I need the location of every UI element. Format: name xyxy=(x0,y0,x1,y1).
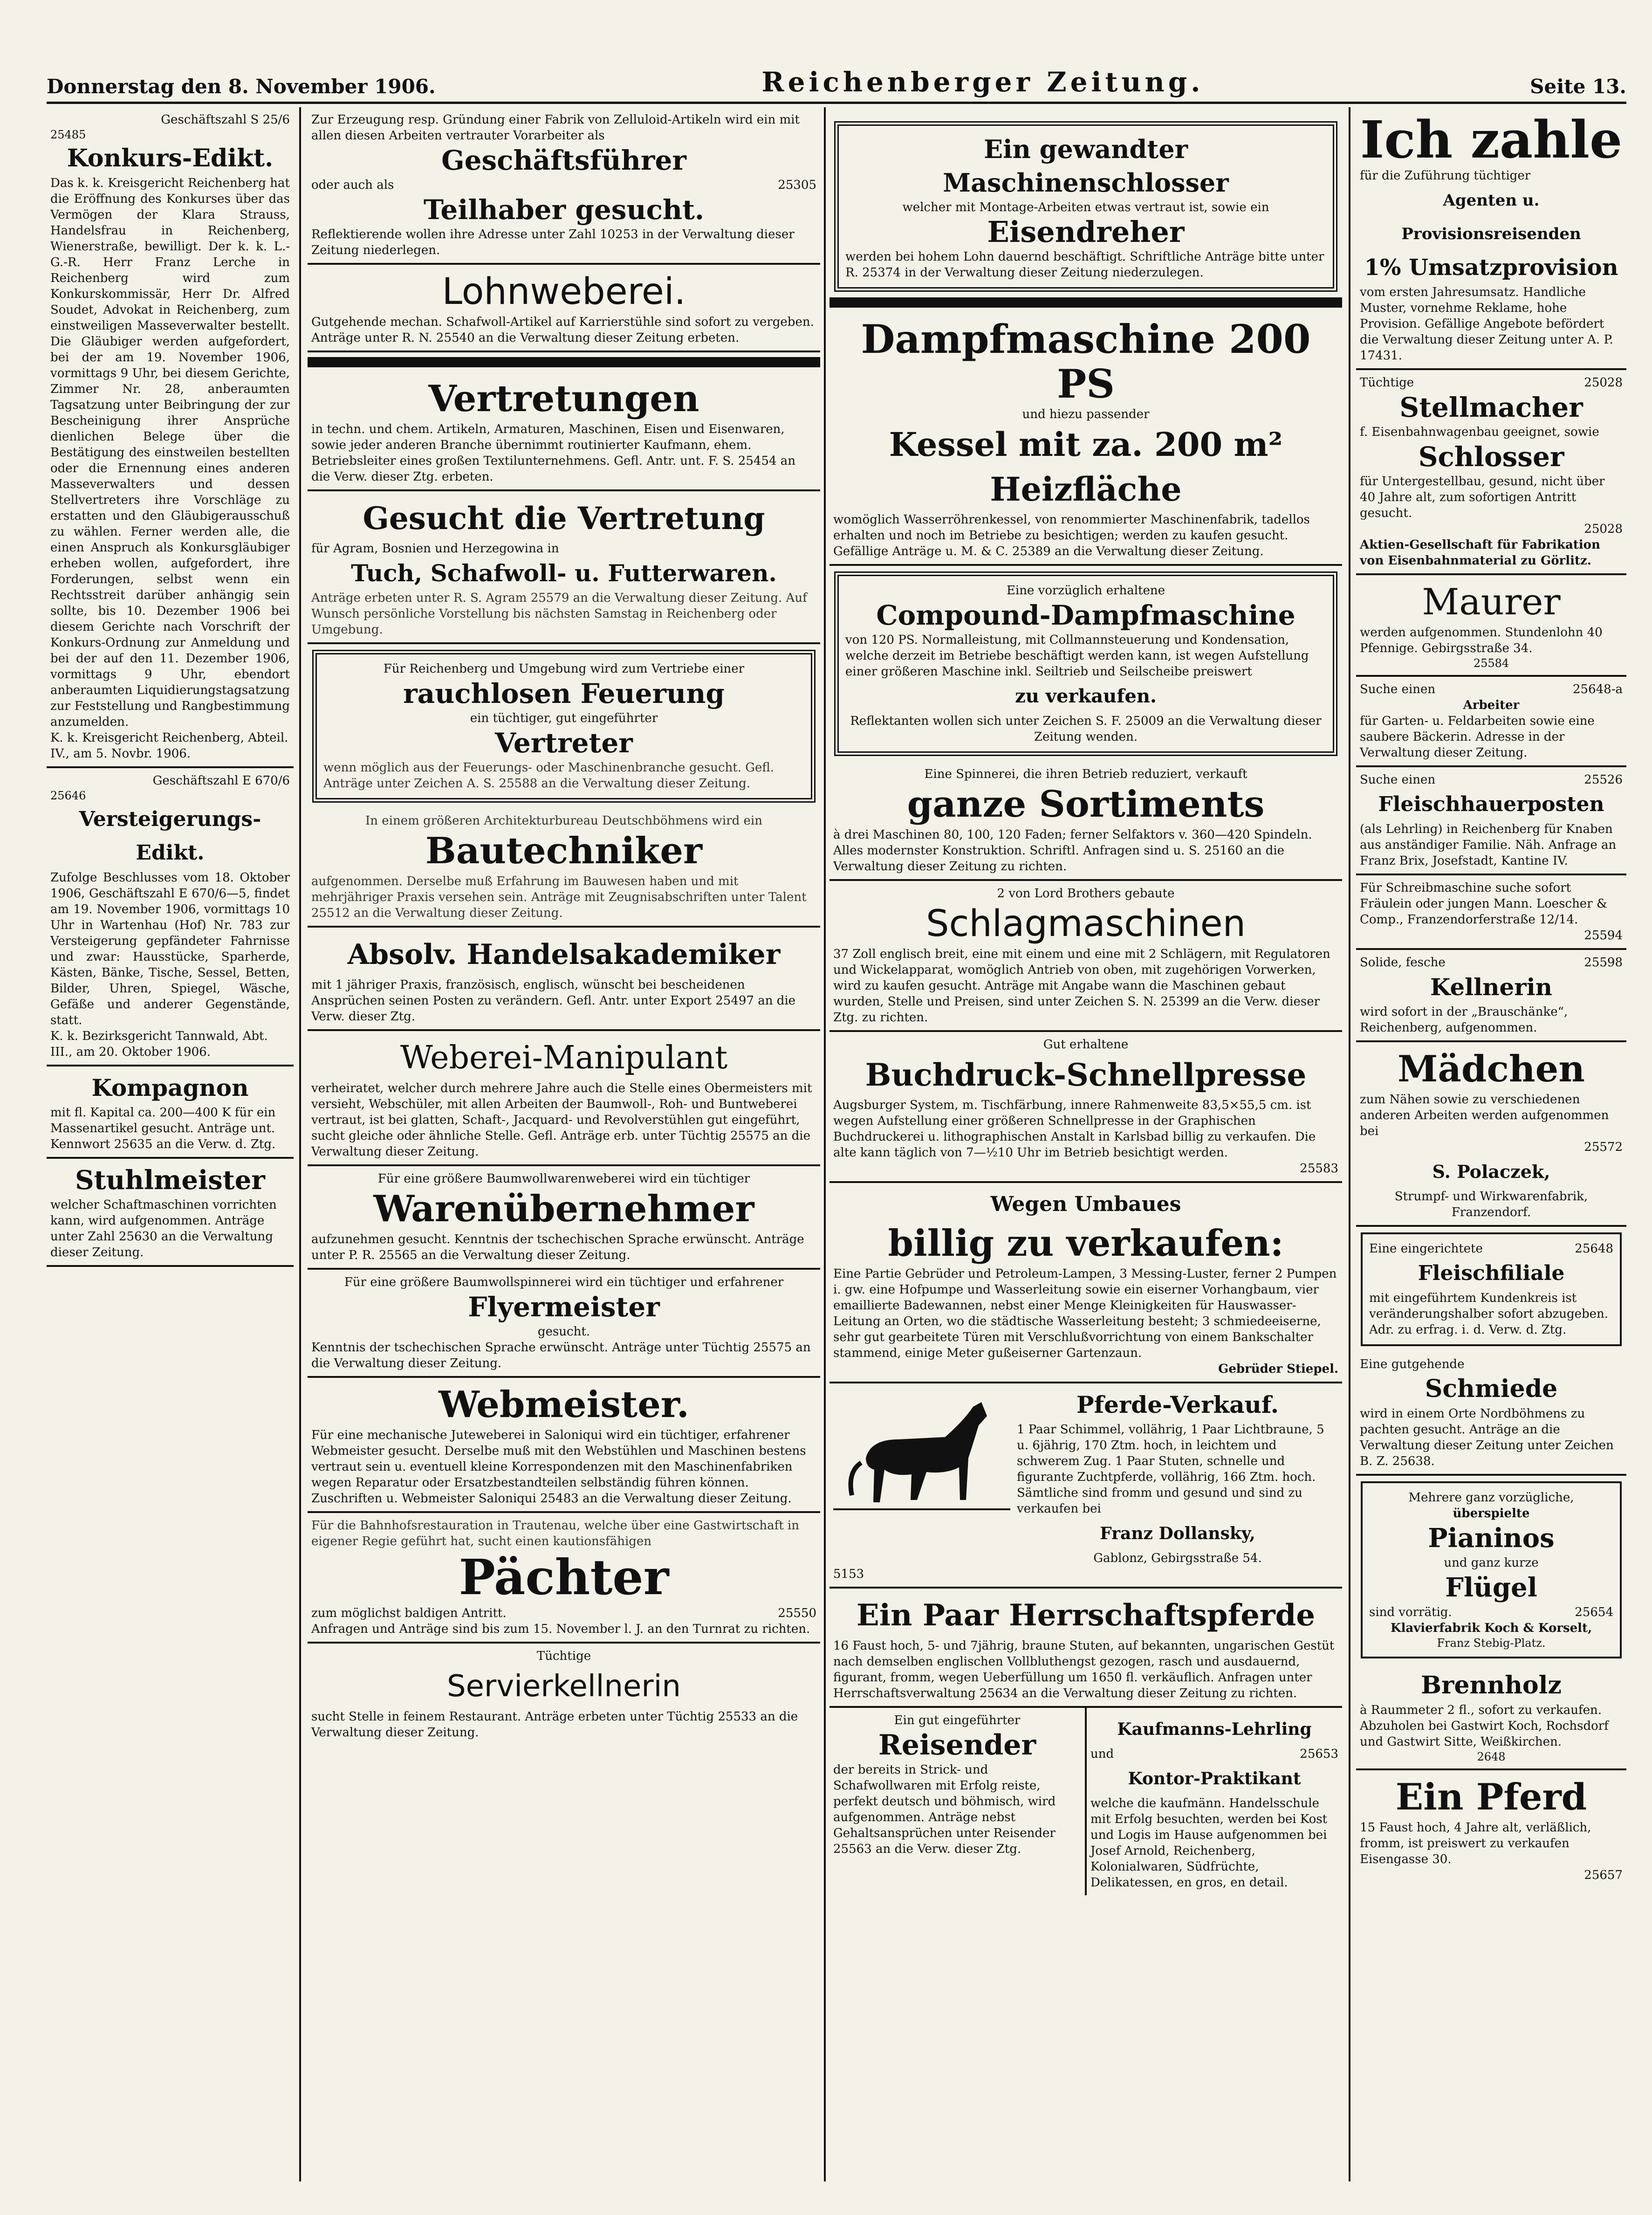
ad-title: Versteigerungs-Edikt. xyxy=(79,807,261,865)
ad-body: verheiratet, welcher durch mehrere Jahre auch die Stelle eines Obermeisters mit versieht, Webschüler, mit allen Arbeiten der Baumwoll-, Roh- und Buntweberei vertraut, ist bei glatten, Schaft-, Jacquard- und Revolverstühlen gut eingeführt, sucht gleiche oder ähnliche Stelle. Gefl. Anträge erb. unter Tüchtig 25575 an die Verwaltung dieser Zeitung. xyxy=(311,1081,812,1159)
ad-body: zum Nähen sowie zu verschiedenen anderen Arbeiten werden aufgenommen bei xyxy=(1360,1093,1609,1138)
ad-sub: und ganz kurze xyxy=(1444,1556,1539,1570)
ad-number: 25654 xyxy=(1575,1605,1613,1619)
ad-schnellpresse xyxy=(829,1032,1342,1183)
ad-title: Pferde-Verkauf. xyxy=(1076,1391,1279,1418)
ad-wegen-umbaues xyxy=(829,1183,1342,1383)
ad-title: Kompagnon xyxy=(91,1074,249,1101)
ad-intro: Suche einen xyxy=(1360,682,1436,696)
ad-body: 16 Faust hoch, 5- und 7jährig, braune Stuten, auf bekannten, ungarischen Gestüt nach demselben englischen Vollbluthengst gezogen, rasch und ausdauernd, figurant, fromm, wegen Ueberfüllung um 1650 fl. verkäuflich. Anfragen unter Herrschaftsverwaltung 25634 an die Verwaltung dieser Zeitung zu richten. xyxy=(833,1639,1335,1700)
ad-title: Konkurs-Edikt. xyxy=(67,144,274,172)
ad-signature: Aktien-Gesellschaft für Fabrikation von Eisenbahnmaterial zu Görlitz. xyxy=(1360,538,1600,568)
ad-body: von 120 PS. Normalleistung, mit Collmannsteuerung und Kondensation, welche derzeit im Betriebe beschäftigt werden kann, ist wegen Aufstellung einer größeren Maschine inkl. Seiltrieb und Seilscheibe preiswert xyxy=(845,633,1309,679)
ad-body: vom ersten Jahresumsatz. Handliche Muster, vornehme Reklame, hohe Provision. Gefällige Angebote befördert die Verwaltung dieser Zeitung unter A. P. 17431. xyxy=(1360,285,1613,363)
ad-title: ganze Sortiments xyxy=(907,783,1265,825)
ad-gesucht-vertretung xyxy=(308,491,820,644)
ad-body: Zufolge Beschlusses vom 18. Oktober 1906, Geschäftszahl E 670/6—5, findet am 19. November 1906, vormittags 10 Uhr in Wartenhau (Hof) Nr. 783 zur Versteigerung gepfändeter Fahrnisse und zwar: Hausstücke, Sparherde, Kästen, Bänke, Tische, Sessel, Betten, Bilder, Uhren, Spiegel, Wäsche, Gefäße und anderer Gegenstände, statt. xyxy=(50,871,290,1027)
ad-number: 25584 xyxy=(1473,657,1509,670)
ad-schmiede xyxy=(1356,1352,1626,1476)
ad-address: Strumpf- und Wirkwarenfabrik, Franzendorf. xyxy=(1394,1190,1588,1219)
ad-sub: Arbeiter xyxy=(1463,698,1520,712)
ad-intro: 2 von Lord Brothers gebaute xyxy=(997,887,1175,901)
ad-body: wenn möglich aus der Feuerungs- oder Maschinenbranche gesucht. Gefl. Anträge unter Zeichen A. S. 25588 an die Verwaltung dieser Zeitung. xyxy=(323,761,775,791)
ad-warenuebernehmer xyxy=(308,1166,820,1270)
ad-title: Brennholz xyxy=(1421,1671,1562,1699)
ad-sub: ein tüchtiger, gut eingeführter xyxy=(470,711,658,725)
ad-title: Absolv. Handelsakademiker xyxy=(347,938,781,971)
ad-title: Geschäftsführer xyxy=(441,144,686,176)
ad-title: zu verkaufen. xyxy=(1015,685,1157,707)
ad-lohnweberei xyxy=(308,265,820,352)
column-4 xyxy=(1356,107,1626,2181)
ad-title: Schlagmaschinen xyxy=(925,903,1246,945)
ad-number: 25594 xyxy=(1584,929,1623,942)
ad-number: 25550 xyxy=(778,1606,816,1620)
ad-sub: gesucht. xyxy=(537,1325,590,1339)
ad-signature: Franz Dollansky, xyxy=(1100,1524,1255,1543)
ad-number: 25598 xyxy=(1584,956,1623,970)
ad-body: womöglich Wasserröhrenkessel, von renommierter Maschinenfabrik, tadellos erhalten und noch im Betriebe zu besichtigen; werden zu kaufen gesucht. Gefällige Anträge u. M. & C. 25389 an die Verwaltung dieser Zeitung. xyxy=(833,513,1310,558)
ad-maurer xyxy=(1356,575,1626,677)
ad-body: welcher Schaftmaschinen vorrichten kann, wird aufgenommen. Anträge unter Zahl 25630 an die Verwaltung dieser Zeitung. xyxy=(50,1198,277,1259)
divider-bar xyxy=(308,357,820,367)
ad-title: rauchlosen Feuerung xyxy=(403,678,725,709)
ad-intro: Für eine größere Baumwollwarenweberei wird ein tüchtiger xyxy=(377,1172,750,1186)
ad-number: 25657 xyxy=(1584,1868,1623,1882)
ad-body: 1 Paar Schimmel, vollährig, 1 Paar Lichtbraune, 5 u. 6jährig, 170 Ztm. hoch, in leichtem und schwerem Zug. 1 Paar Stuten, schnelle und figurante Zuchtpferde, vollährig, 166 Ztm. hoch. Sämtliche sind fromm und gesund und sind zu verkaufen bei xyxy=(1017,1423,1324,1516)
ad-number: 2648 xyxy=(1477,1750,1506,1763)
ad-body: zum möglichst baldigen Antritt. xyxy=(311,1606,507,1620)
ad-title: Teilhaber gesucht. xyxy=(423,194,705,226)
ad-title: Flyermeister xyxy=(468,1291,660,1323)
ad-fleischfiliale xyxy=(1361,1232,1622,1346)
ad-title: Flügel xyxy=(1445,1572,1537,1603)
ad-sub: welcher mit Montage-Arbeiten etwas vertraut ist, sowie ein xyxy=(902,200,1269,214)
ad-title: Fleischhauerposten xyxy=(1378,792,1604,816)
ad-number: 25572 xyxy=(1584,1140,1623,1154)
ad-intro: Für Reichenberg und Umgebung wird zum Vertriebe einer xyxy=(383,662,745,676)
ad-body: Kenntnis der tschechischen Sprache erwünscht. Anträge unter Tüchtig 25575 an die Verwaltung dieser Zeitung. xyxy=(311,1341,811,1370)
ad-title: Servierkellnerin xyxy=(447,1669,681,1704)
ad-maedchen xyxy=(1356,1042,1626,1227)
ad-body: 15 Faust hoch, 4 Jahre alt, verläßlich, fromm, ist preiswert zu verkaufen Eisengasse 30. xyxy=(1360,1821,1591,1866)
ad-intro: Gut erhaltene xyxy=(1043,1038,1129,1052)
ad-title: Vertretungen xyxy=(428,378,699,420)
ad-title: Eisendreher xyxy=(987,215,1185,249)
ad-title: Kessel mit za. 200 m² Heizfläche xyxy=(889,425,1283,509)
ad-body: 37 Zoll englisch breit, eine mit einem und eine mit 2 Schlägern, mit Regulatoren und Wickelapparat, womöglich Antrieb von oben, mit zugehörigen Vorwerken, wird zu kaufen gesucht. Anträge mit Angabe wann die Maschinen gebaut wurden, Stelle und Preisen, sind unter Zeichen S. N. 25399 an die Verw. dieser Ztg. zu richten. xyxy=(833,947,1330,1025)
ad-konkurs-edikt xyxy=(47,107,294,768)
ad-body: sind vorrätig. xyxy=(1369,1605,1452,1619)
ad-title: Agenten u. Provisionsreisenden xyxy=(1401,191,1581,243)
ad-title: Weberei-Manipulant xyxy=(400,1039,728,1076)
ad-number: 25583 xyxy=(1300,1162,1338,1176)
ad-body: mit eingeführtem Kundenkreis ist veränderungshalber sofort abzugeben. Adr. zu erfrag. i. d. Verw. d. Ztg. xyxy=(1369,1291,1609,1337)
ad-title: Maurer xyxy=(1422,581,1561,623)
header-date: Donnerstag den 8. November 1906. xyxy=(47,75,436,98)
ad-body: sucht Stelle in feinem Restaurant. Anträge erbeten unter Tüchtig 25533 an die Verwaltung dieser Zeitung. xyxy=(311,1710,798,1740)
ad-fleischhauerposten xyxy=(1356,767,1626,875)
ad-maschinenschlosser xyxy=(834,121,1337,292)
ad-title: Kellnerin xyxy=(1430,973,1552,1001)
ad-kompagnon xyxy=(47,1066,294,1159)
ad-handelsakademiker xyxy=(308,928,820,1031)
ad-body: Für eine mechanische Juteweberei in Saloniqui wird ein tüchtiger, erfahrener Webmeister gesucht. Derselbe muß mit den Webstühlen und Maschinen bestens vertraut sein u. eventuell kleine Korrespondenzen mit den Maschinenfabriken wegen Reparatur oder Ersatzbestandteilen selbständig führen können. Zuschriften u. Webmeister Saloniqui 25483 an die Verwaltung dieser Zeitung. xyxy=(311,1428,806,1506)
ad-address: Gablonz, Gebirgsstraße 54. xyxy=(1093,1551,1262,1565)
ad-sub: für die Zuführung tüchtiger xyxy=(1360,169,1531,183)
ad-sub: und hiezu passender xyxy=(1022,407,1150,421)
ad-text: oder auch als xyxy=(311,178,394,192)
ad-compound-dampfmaschine xyxy=(834,571,1337,756)
ad-address: Franz Stebig-Platz. xyxy=(1437,1637,1546,1650)
ad-schlagmaschinen xyxy=(829,881,1342,1032)
ad-number: 25305 xyxy=(778,178,816,192)
ad-title: Reisender xyxy=(878,1729,1036,1761)
ad-goods: Tuch, Schafwoll- u. Futterwaren. xyxy=(351,559,777,587)
ad-signature: K. k. Kreisgericht Reichenberg, Abteil. IV., am 5. Novbr. 1906. xyxy=(50,731,288,761)
ad-title: Schmiede xyxy=(1425,1375,1558,1403)
ad-geschaeftsfuehrer xyxy=(308,107,820,265)
ad-body: welche die kaufmänn. Handelsschule mit Erfolg besuchten, werden bei Kost und Logis im Hause aufgenommen bei Josef Arnold, Reichenberg, Kolonialwaren, Südfrüchte, Delikatessen, en gros, en detail. xyxy=(1090,1796,1328,1890)
ad-arbeiter xyxy=(1356,677,1626,767)
column-rule xyxy=(1349,107,1350,2181)
ad-title: Ich zahle xyxy=(1360,110,1623,170)
ad-stellmacher xyxy=(1356,370,1626,575)
header-page-number: Seite 13. xyxy=(1530,75,1626,98)
ad-title: Ein Paar Herrschaftspferde xyxy=(856,1598,1316,1633)
ad-pferde-verkauf xyxy=(829,1383,1342,1589)
ad-intro: In einem größeren Architekturbureau Deutschböhmens wird ein xyxy=(365,814,762,828)
ad-body: der bereits in Strick- und Schafwollwaren mit Erfolg reiste, perfekt deutsch und böhmisch, wird aufgenommen. Anträge nebst Gehaltsansprüchen unter Reisender 25563 an die Verw. dieser Ztg. xyxy=(833,1763,1056,1856)
ad-signature: Klavierfabrik Koch & Korselt, xyxy=(1390,1621,1592,1635)
column-rule xyxy=(824,107,826,2181)
ad-body: wird sofort in der „Brauschänke“, Reichenberg, aufgenommen. xyxy=(1360,1005,1568,1035)
ad-intro: Eine gutgehende xyxy=(1360,1357,1465,1371)
ad-body: Für Schreibmaschine suche sofort Fräulein oder jungen Mann. Loescher & Comp., Franzendorferstraße 12/14. xyxy=(1360,881,1608,927)
ad-brennholz xyxy=(1356,1664,1626,1770)
ad-webmeister xyxy=(308,1378,820,1513)
ad-title: Pianinos xyxy=(1428,1523,1555,1554)
ad-body: aufgenommen. Derselbe muß Erfahrung im Bauwesen haben und mit mehrjähriger Praxis versehen sein. Anträge mit Zeugnisabschriften unter Talent 25512 an die Verwaltung dieser Zeitung. xyxy=(311,874,807,920)
ad-herrschaftspferde xyxy=(829,1589,1342,1708)
ad-title: Stuhlmeister xyxy=(75,1165,265,1196)
ad-body: wird in einem Orte Nordböhmens zu pachten gesucht. Anträge an die Verwaltung dieser Zeitung unter Zeichen B. Z. 25638. xyxy=(1360,1407,1614,1468)
ad-body: Anfragen und Anträge sind bis zum 15. November l. J. an den Turnrat zu richten. xyxy=(311,1622,810,1636)
ad-intro: Tüchtige xyxy=(1360,376,1414,390)
ad-body: (als Lehrling) in Reichenberg für Knaben aus anständiger Familie. Näh. Anfrage an Franz Brix, Josefstadt, Kantine IV. xyxy=(1360,822,1617,868)
ad-title: Compound-Dampfmaschine xyxy=(876,599,1296,631)
ad-title: Bautechniker xyxy=(425,830,703,872)
ad-versteigerungs-edikt xyxy=(47,768,294,1066)
ad-sortiments xyxy=(829,762,1342,881)
ad-number: 25648-a xyxy=(1573,682,1623,696)
ad-body: mit 1 jähriger Praxis, französisch, englisch, wünscht bei bescheidenen Ansprüchen seinen Posten zu verändern. Gefl. Antr. unter Export 25497 an die Verw. dieser Ztg. xyxy=(311,978,796,1024)
horse-illustration xyxy=(833,1388,1010,1528)
ad-body: à Raummeter 2 fl., sofort zu verkaufen. Abzuholen bei Gastwirt Koch, Rochsdorf und Gastwirt Sitte, Weißkirchen. xyxy=(1360,1703,1609,1749)
ad-title: Stellmacher xyxy=(1399,392,1583,423)
ad-body: mit fl. Kapital ca. 200—400 K für ein Massenartikel gesucht. Anträge unt. Kennwort 25635 an die Verw. d. Ztg. xyxy=(50,1106,276,1151)
ad-pianinos xyxy=(1361,1481,1622,1658)
ad-weberei-manipulant xyxy=(308,1031,820,1166)
ad-title: Webmeister. xyxy=(439,1383,689,1426)
ad-sub: überspielte xyxy=(1453,1506,1530,1520)
ad-paechter xyxy=(308,1513,820,1644)
ad-title: Mädchen xyxy=(1398,1048,1585,1090)
header-title: Reichenberger Zeitung. xyxy=(761,66,1204,98)
ad-title: Vertreter xyxy=(495,727,633,759)
ad-intro: Eine Spinnerei, die ihren Betrieb reduziert, verkauft xyxy=(924,767,1248,781)
page-header xyxy=(47,65,1626,104)
case-number: Geschäftszahl E 670/6 xyxy=(152,774,290,788)
ad-body: aufzunehmen gesucht. Kenntnis der tschechischen Sprache erwünscht. Anträge unter P. R. 25565 an die Verwaltung dieser Zeitung. xyxy=(311,1232,804,1262)
ad-kaufmanns-lehrling xyxy=(1087,1708,1342,1895)
ad-intro: Eine eingerichtete xyxy=(1369,1242,1483,1256)
ad-schreibmaschine xyxy=(1356,875,1626,950)
ad-flyermeister xyxy=(308,1270,820,1378)
ad-body: Eine Partie Gebrüder und Petroleum-Lampen, 3 Messing-Luster, ferner 2 Pumpen i. gw. eine Hofpumpe und Wasserleitung sowie ein eiserner Vorhangbaum, vier emaillierte Badewannen, nebst einer Menge Kleinigkeiten für Hauswasser-Leitung an Orten, wo die städtische Wasserleitung besteht; 3 schmiedeeiserne, sehr gut gearbeitete Türen mit Verschlußvorrichtung von einem Bankschalter stammend, einige Meter gußeiserner Gartenzaun. xyxy=(833,1267,1337,1360)
ad-intro: Zur Erzeugung resp. Gründung einer Fabrik von Zelluloid-Artikeln wird ein mit allen diesen Arbeiten vertrauter Vorarbeiter als xyxy=(311,113,800,143)
ad-body: à drei Maschinen 80, 100, 120 Faden; ferner Selfaktors v. 360—420 Spindeln. Alles modernster Konstruktion. Schriftl. Anfragen sind u. S. 25160 an die Verwaltung dieser Zeitung zu richten. xyxy=(833,828,1312,874)
newspaper-page xyxy=(28,19,1626,2200)
ad-title: Ein Pferd xyxy=(1395,1776,1587,1818)
ad-body: Das k. k. Kreisgericht Reichenberg hat die Eröffnung des Konkurses über das Vermögen der Klara Strauss, Handelsfrau in Reichenberg, Wienerstraße, bewilligt. Der k. k. L.-G.-R. Herr Franz Lerche in Reichenberg wird zum Konkurskommissär, Herr Dr. Alfred Soudet, Advokat in Reichenberg, zum einstweiligen Masseverwalter bestellt. Die Gläubiger werden aufgefordert, bei der am 19. November 1906, vormittags 9 Uhr, bei diesem Gerichte, Zimmer Nr. 28, anberaumten Tagsatzung unter Beibringung der zur Bescheinigung ihrer Ansprüche dienlichen Belege über die Bestätigung des einstweilen bestellten oder die Ernennung eines anderen Masseverwalters und dessen Stellvertreters ihre Vorschläge zu erstatten und den Gläubigerausschuß zu wählen. Ferner werden alle, die einen Anspruch als Konkursgläubiger erheben wollen, aufgefordert, ihre Forderungen, selbst wenn ein Rechtsstreit darüber anhängig sein sollte, bis 10. Dezember 1906 bei diesem Gerichte nach Vorschrift der Konkurs-Ordnung zur Anmeldung und bei der auf den 11. Dezember 1906, vormittags 9 Uhr, ebendort anberaumten Liquidierungstagsatzung zur Feststellung und Rangbestimmung anzumelden. xyxy=(50,176,290,729)
ad-vertretungen xyxy=(308,372,820,491)
ad-number: 25485 xyxy=(50,128,86,141)
ad-title: Lohnweberei. xyxy=(442,271,686,313)
ad-signature: S. Polaczek, xyxy=(1432,1161,1550,1182)
ad-servierkellnerin xyxy=(308,1644,820,1745)
ad-body: für Garten- u. Feldarbeiten sowie eine saubere Bäckerin. Adresse in der Verwaltung dieser Zeitung. xyxy=(1360,714,1595,760)
ad-sub: f. Eisenbahnwagenbau geeignet, sowie xyxy=(1360,425,1599,439)
ad-number: 25028 xyxy=(1584,376,1623,390)
ad-intro: Mehrere ganz vorzügliche, xyxy=(1408,1491,1574,1505)
ad-body: werden aufgenommen. Stundenlohn 40 Pfennige. Gebirgsstraße 34. xyxy=(1360,626,1603,655)
ad-rauchlose-feuerung xyxy=(312,650,816,803)
ad-title: Buchdruck-Schnellpresse xyxy=(865,1057,1307,1093)
ad-body: Reflektanten wollen sich unter Zeichen S. F. 25009 an die Verwaltung dieser Zeitung wenden. xyxy=(850,714,1322,744)
ad-body: Augsburger System, m. Tischfärbung, innere Rahmenweite 83,5×55,5 cm. ist wegen Aufstellung einer größeren Schnellpresse in der Graphischen Buchdruckerei u. lithographischen Anstalt in Karlsbad billig zu verkaufen. Die alte kann täglich von 7—½10 Uhr im Betrieb besichtigt werden. xyxy=(833,1098,1316,1160)
ad-body: Anträge erbeten unter R. S. Agram 25579 an die Verwaltung dieser Zeitung. Auf Wunsch persönliche Vorstellung bis nächsten Samstag in Reichenberg oder Umgebung. xyxy=(311,591,807,637)
ad-title: Ein gewandter Maschinenschlosser xyxy=(943,134,1229,198)
ad-intro: Suche einen xyxy=(1360,773,1436,787)
ad-body: Gutgehende mechan. Schafwoll-Artikel auf Karrierstühle sind sofort zu vergeben. Anträge unter R. N. 25540 an die Verwaltung dieser Zeitung erbeten. xyxy=(311,315,814,345)
column-rule xyxy=(299,107,301,2181)
ad-signature: Gebrüder Stiepel. xyxy=(1218,1362,1338,1376)
ad-number: 25526 xyxy=(1584,773,1623,787)
ad-title: Gesucht die Vertretung xyxy=(363,500,765,537)
ad-title: Warenübernehmer xyxy=(373,1188,754,1230)
ad-body: in techn. und chem. Artikeln, Armaturen, Maschinen, Eisen und Eisenwaren, sowie jeder anderen Branche übernimmt routinierter Kaufmann, ehem. Betriebsleiter eines großen Textilunternehmens. Gefl. Antr. unt. F. S. 25454 an die Verw. dieser Ztg. erbeten. xyxy=(311,422,795,484)
ad-body: werden bei hohem Lohn dauernd beschäftigt. Schriftliche Anträge bitte unter R. 25374 in der Verwaltung dieser Zeitung niederzulegen. xyxy=(845,250,1324,280)
ad-stuhlmeister xyxy=(47,1159,294,1267)
ad-intro: Tüchtige xyxy=(536,1649,591,1663)
ad-ich-zahle xyxy=(1356,107,1626,370)
ad-number: 25646 xyxy=(50,789,86,802)
divider-bar xyxy=(829,297,1342,308)
ad-title: Pächter xyxy=(459,1548,669,1606)
ad-reisender xyxy=(829,1708,1087,1895)
ad-kellnerin xyxy=(1356,950,1626,1042)
ad-intro: Für die Bahnhofsrestauration in Trautenau, welche über eine Gastwirtschaft in eigener Regie geführt hat, sucht einen kautionsfähigen xyxy=(311,1519,799,1548)
ad-number: 25648 xyxy=(1575,1242,1613,1256)
ad-intro: Eine vorzüglich erhaltene xyxy=(1006,584,1165,598)
ad-title: Dampfmaschine 200 PS xyxy=(861,316,1311,407)
ad-title: 1% Umsatzprovision xyxy=(1364,255,1618,281)
ad-number: 25028 xyxy=(1584,522,1623,536)
column-2 xyxy=(308,107,820,2181)
ad-intro: Solide, fesche xyxy=(1360,956,1446,970)
ad-sub: für Agram, Bosnien und Herzegowina in xyxy=(311,542,559,556)
ad-body: für Untergestellbau, gesund, nicht über 40 Jahre alt, zum sofortigen Antritt gesucht. xyxy=(1360,475,1605,520)
ad-title: Kaufmanns-Lehrling xyxy=(1117,1720,1312,1739)
ad-row xyxy=(829,1708,1342,1895)
ad-intro: Wegen Umbaues xyxy=(990,1192,1181,1216)
ad-title: Fleischfiliale xyxy=(1418,1261,1565,1285)
ad-number: 5153 xyxy=(833,1567,864,1581)
ad-intro: Für eine größere Baumwollspinnerei wird ein tüchtiger und erfahrener xyxy=(344,1275,784,1289)
ad-intro: Ein gut eingeführter xyxy=(894,1713,1021,1727)
ad-title: billig zu verkaufen: xyxy=(888,1222,1284,1265)
ad-number: 25653 xyxy=(1300,1747,1338,1761)
ad-signature: K. k. Bezirksgericht Tannwald, Abt. III., am 20. Oktober 1906. xyxy=(50,1029,268,1059)
ad-title: Kontor-Praktikant xyxy=(1128,1769,1301,1789)
case-number: Geschäftszahl S 25/6 xyxy=(161,113,290,127)
ad-dampfmaschine xyxy=(829,312,1342,566)
ad-ein-pferd xyxy=(1356,1770,1626,1888)
ad-bautechniker xyxy=(308,808,820,928)
ad-text: und xyxy=(1090,1747,1114,1761)
ad-title: Schlosser xyxy=(1418,441,1564,473)
column-1 xyxy=(47,107,294,2181)
column-3 xyxy=(829,107,1342,2181)
ad-body: Reflektierende wollen ihre Adresse unter Zahl 10253 in der Verwaltung dieser Zeitung niederlegen. xyxy=(311,227,795,257)
